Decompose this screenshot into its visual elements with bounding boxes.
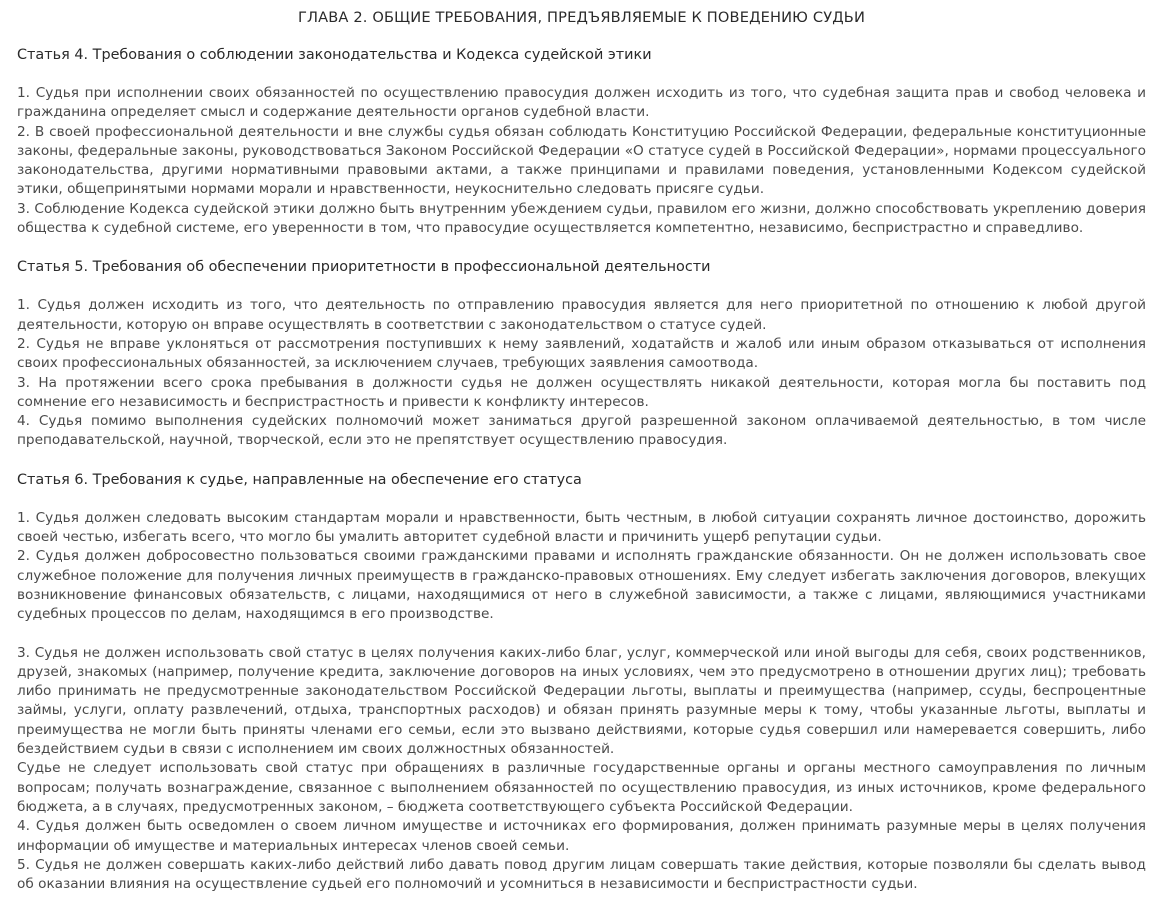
paragraph: 1. Судья должен следовать высоким стандартам морали и нравственности, быть честным, в любой ситуации сохранять личное достоинство, дорожить своей честью, избегать всего, что могло бы умалить авторитет судебной власти и причинить ущерб репутации судьи. [17, 509, 1146, 546]
article-body [17, 296, 1146, 450]
paragraph: 4. Судья должен быть осведомлен о своем личном имуществе и источниках его формирования, должен принимать разумные меры в целях получения информации об имуществе и материальных интересах членов своей семьи. [17, 818, 1146, 854]
chapter-title: ГЛАВА 2. ОБЩИЕ ТРЕБОВАНИЯ, ПРЕДЪЯВЛЯЕМЫЕ К ПОВЕДЕНИЮ СУДЬИ [297, 9, 866, 26]
article-title: Статья 5. Требования об обеспечении приоритетности в профессиональной деятельности [17, 259, 711, 276]
paragraph: 2. Судья должен добросовестно пользоваться своими гражданскими правами и исполнять гражданские обязанности. Он не должен использовать свое служебное положение для получения личных преимуществ в гражданско-правовых отношениях. Ему следует избегать заключения договоров, влекущих возникновение финансовых обязательств, с лицами, находящимися от него в служебной зависимости, а также с лицами, являющимися участниками судебных процессов по делам, находящимся в его производстве. [17, 548, 1146, 623]
paragraph: 3. На протяжении всего срока пребывания в должности судья не должен осуществлять никакой деятельности, которая могла бы поставить под сомнение его независимость и беспристрастность и привести к конфликту интересов. [17, 374, 1146, 410]
article-4 [17, 45, 1146, 238]
paragraph: 1. Судья при исполнении своих обязанностей по осуществлению правосудия должен исходить из того, что судебная защита прав и свобод человека и гражданина определяет смысл и содержание деятельности органов судебной власти. [17, 85, 1146, 121]
article-body [17, 509, 1146, 895]
paragraph: 5. Судья не должен совершать каких-либо действий либо давать повод другим лицам совершать такие действия, которые позволяли бы сделать вывод об оказании влияния на осуществление судьей его полномочий и усомниться в независимости и беспристрастности судьи. [17, 856, 1146, 893]
paragraph: 1. Судья должен исходить из того, что деятельность по отправлению правосудия является для него приоритетной по отношению к любой другой деятельности, которую он вправе осуществлять в соответствии с законодательством о статусе судей. [17, 297, 1146, 333]
paragraph: 3. Судья не должен использовать свой статус в целях получения каких-либо благ, услуг, коммерческой или иной выгоды для себя, своих родственников, друзей, знакомых (например, получение кредита, заключение договоров на иных условиях, чем это предусмотрено в отношении других лиц); требовать либо принимать не предусмотренные законодательством Российской Федерации льготы, выплаты и преимущества (например, ссуды, беспроцентные займы, услуги, оплату развлечений, отдыха, транспортных расходов) и обязан принять разумные меры к тому, чтобы указанные льготы, выплаты и преимущества не могли быть приняты членами его семьи, если это вызвано действиями, которые судья совершил или намеревается совершить, либо бездействием судьи в связи с исполнением им своих должностных обязанностей. [17, 644, 1146, 758]
article-5 [17, 257, 1146, 450]
article-title: Статья 4. Требования о соблюдении законодательства и Кодекса судейской этики [17, 47, 652, 63]
paragraph-spacer [17, 625, 1146, 644]
article-body [17, 84, 1146, 238]
paragraph: 3. Соблюдение Кодекса судейской этики должно быть внутренним убеждением судьи, правилом его жизни, должно способствовать укреплению доверия общества к судебной системе, его уверенности в том, что правосудие осуществляется компетентно, независимо, беспристрастно и справедливо. [17, 200, 1146, 237]
article-6 [17, 470, 1146, 895]
paragraph: Судье не следует использовать свой статус при обращениях в различные государственные органы и органы местного самоуправления по личным вопросам; получать вознаграждение, связанное с выполнением обязанностей по осуществлению правосудия, из иных источников, кроме федерального бюджета, а в случаях, предусмотренных законом, – бюджета соответствующего субъекта Российской Федерации. [17, 760, 1146, 815]
paragraph: 4. Судья помимо выполнения судейских полномочий может заниматься другой разрешенной законом оплачиваемой деятельностью, в том числе преподавательской, научной, творческой, если это не препятствует осуществлению правосудия. [17, 413, 1146, 449]
article-title: Статья 6. Требования к судье, направленные на обеспечение его статуса [17, 471, 582, 488]
paragraph: 2. В своей профессиональной деятельности и вне службы судья обязан соблюдать Конституцию Российской Федерации, федеральные конституционные законы, федеральные законы, руководствоваться Законом Российской Федерации «О статусе судей в Российской Федерации», нормами процессуального законодательства, другими нормативными правовыми актами, а также принципами и правилами поведения, установленными Кодексом судейской этики, общепринятыми нормами морали и нравственности, неукоснительно следовать присяге судьи. [17, 123, 1146, 198]
paragraph: 2. Судья не вправе уклоняться от рассмотрения поступивших к нему заявлений, ходатайств и жалоб или иным образом отказываться от исполнения своих профессиональных обязанностей, за исключением случаев, требующих заявления самоотвода. [17, 335, 1146, 372]
